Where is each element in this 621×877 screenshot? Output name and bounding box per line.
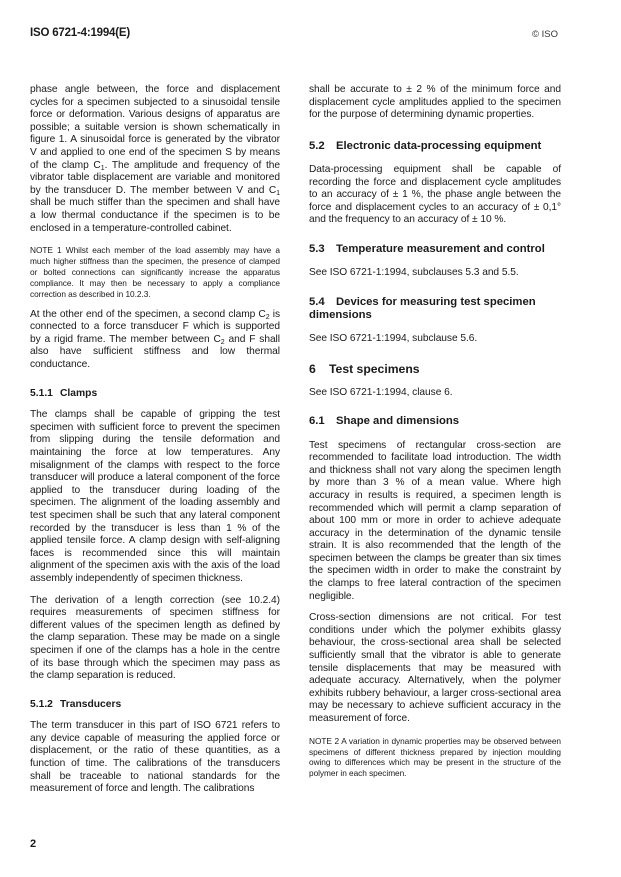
paragraph-shape: Test specimens of rectangular cross-section are recommended to facilitate load introduction. The width and thickness shall not vary along the specimen length by more than 3 % of a mean value. Where high accuracy in results is required, a specimen length is recommended which will permit a clamp separation of about 100 mm or more in order to achieve adequate accuracy in the determination of the dynamic tensile strain. It is also recommended that the length of the specimen between the clamps be greater than six times the specimen width in order to make the constraint by the clamps to free lateral contraction of the specimen negligible. — [309, 439, 561, 602]
heading-5-3: 5.3 Temperature measurement and control — [309, 242, 545, 255]
heading-5-1-2: 5.1.2 Transducers — [30, 698, 122, 710]
paragraph-transducers: The term transducer in this part of ISO 6721 refers to any device capable of measuring the applied force or displacement, or the ratio of these quantities, as a function of time. The calibrations of the transducers shall be traceable to national standards for the measurement of force and length. The calibrations — [30, 720, 280, 795]
paragraph-second-clamp: At the other end of the specimen, a second clamp $C_2$ is connected to a force transducer F which is supported by a rigid frame. The member between $C_2$ and F shall also have sufficient stiffness and low thermal conductance. — [30, 308, 280, 371]
left-column — [30, 84, 280, 796]
paragraph-apparatus: phase angle between, the force and displacement cycles for a specimen subjected to a sinusoidal tensile force or deformation. Various designs of apparatus are possible; a suitable version is shown schematically in figure 1. A sinusoidal force is generated by the vibrator V and applied to one end of the specimen S by means of the clamp $C_1$. The amplitude and frequency of the vibrator table displacement are variable and monitored by the transducer D. The member between V and $C_1$ shall be much stiffer than the specimen and shall have a low thermal conductance if the specimen is to be enclosed in a temperature-controlled cabinet. — [30, 84, 281, 234]
page-number: 2 — [30, 838, 37, 850]
paragraph-see-6: See ISO 6721-1:1994, clause 6. — [309, 386, 453, 398]
heading-5-1-1: 5.1.1 Clamps — [30, 387, 98, 399]
right-column — [309, 84, 561, 779]
paragraph-see-5-3: See ISO 6721-1:1994, subclauses 5.3 and 5.5. — [309, 267, 519, 279]
paragraph-data-processing: Data-processing equipment shall be capable of recording the force and displacement cycle amplitudes to an accuracy of ± 1 %, the phase angle between the force and displacement cycles to an accuracy of ± 0,1° and the frequency to an accuracy of ± 10 %. — [309, 163, 561, 226]
heading-5-2: 5.2 Electronic data-processing equipment — [309, 139, 542, 152]
paragraph-length-correction: The derivation of a length correction (see 10.2.4) requires measurements of specimen stiffness for different values of the specimen length as defined by the clamp separation. These may be made on a single specimen if one of the clamps has a hole in the centre of its base through which the specimen may pass as the clamp separation is reduced. — [30, 594, 280, 682]
paragraph-cross-section: Cross-section dimensions are not critical. For test conditions under which the polymer exhibits glassy behaviour, the cross-sectional area shall be selected sufficiently small that the vibrator is able to generate tensile displacements that may be measured with adequate accuracy. Alternatively, when the polymer exhibits rubbery behaviour, a larger cross-sectional area may be necessary to achieve sufficient accuracy in the measurement of force. — [309, 612, 561, 725]
heading-6-1: 6.1 Shape and dimensions — [309, 415, 460, 428]
heading-6: 6 Test specimens — [309, 361, 420, 376]
paragraph-accuracy: shall be accurate to ± 2 % of the minimum force and displacement cycle amplitudes applied to the specimen for the purpose of determining dynamic properties. — [309, 84, 561, 121]
paragraph-see-5-4: See ISO 6721-1:1994, subclause 5.6. — [309, 333, 478, 345]
document-id: ISO 6721-4:1994(E) — [30, 27, 130, 39]
note-2: NOTE 2 A variation in dynamic properties may be observed between specimens of different thickness prepared by injection moulding owing to differences which may be present in the structure of the polymer in each specimen. — [309, 735, 561, 779]
heading-5-4: 5.4 Devices for measuring test specimen dimensions — [309, 295, 536, 321]
paragraph-clamps: The clamps shall be capable of gripping the test specimen with sufficient force to prevent the specimen from slipping during the tensile deformation and maintaining the force at low temperatures. Any misalignment of the clamps with respect to the force transducer will produce a lateral component of the force applied to the transducer during loading of the specimen. The alignment of the loading assembly and test specimen shall be such that any lateral component recorded by the transducer is less than 1 % of the applied tensile force. A clamp design with self-aligning faces is recommended since this will maintain alignment of the specimen axis with the axis of the load assembly independently of specimen thickness. — [30, 409, 280, 584]
note-1: NOTE 1 Whilst each member of the load assembly may have a much higher stiffness than the specimen, the presence of clamped or bolted connections can significantly increase the apparatus compliance. It may then be necessary to apply a compliance correction as described in 10.2.3. — [30, 245, 280, 299]
copyright-notice: © ISO — [532, 29, 559, 40]
